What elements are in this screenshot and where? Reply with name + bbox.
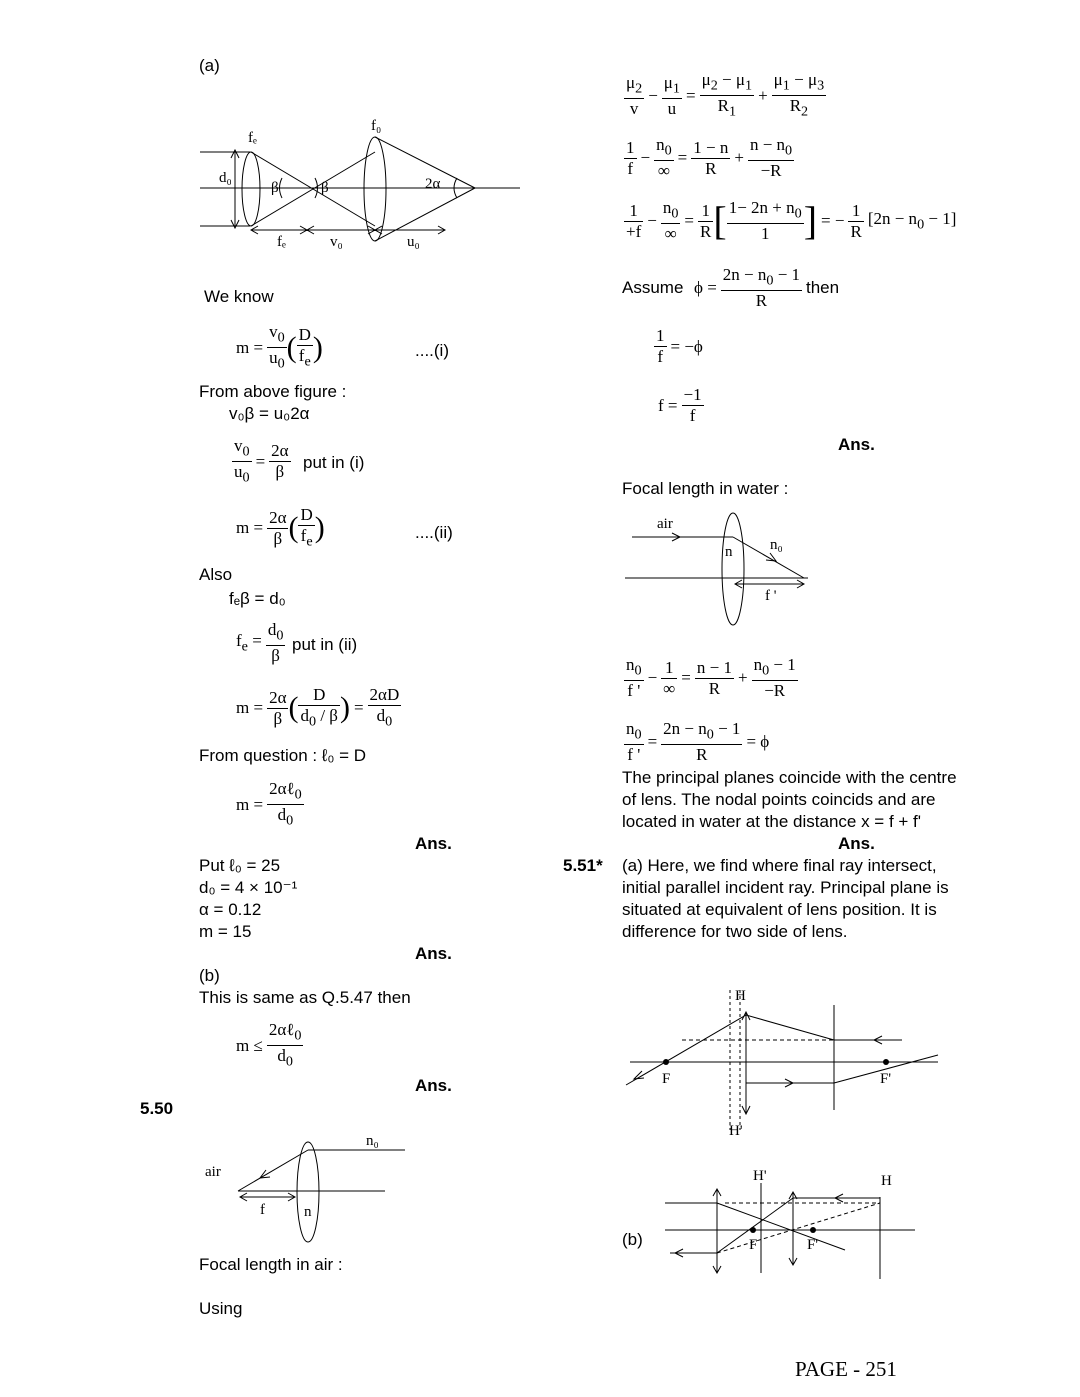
equation-m-3: m = $\frac{2\alpha}{\beta}$ ( $\frac{D}{d_0 / \beta}$ ) = $\frac{2\alpha D}{d_0}$ <box>236 685 400 730</box>
answer-label-right-1: Ans. <box>838 435 875 454</box>
plane-H-label: H <box>735 988 746 1004</box>
put-value-3: α = 0.12 <box>199 900 262 919</box>
same-as-text: This is same as Q.5.47 then <box>199 988 411 1007</box>
part-b-right-label: (b) <box>622 1230 643 1249</box>
focal-water-text: Focal length in water : <box>622 479 789 498</box>
relation-2: fₑβ = d₀ <box>229 589 286 608</box>
water-fprime-label: f ' <box>765 588 777 604</box>
from-figure-text: From above figure : <box>199 382 347 401</box>
b-focus-Fprime-label: F' <box>807 1237 819 1253</box>
plane-Hprime-label: H' <box>729 1123 743 1139</box>
principal-plane-diagram-b <box>665 1165 920 1280</box>
q551-line-1: (a) Here, we find where final ray intersect, <box>622 856 937 875</box>
focal-air-text: Focal length in air : <box>199 1255 343 1274</box>
focus-F-label: F <box>662 1071 671 1087</box>
fe-dist-label: fₑ <box>277 234 286 250</box>
question-5-50: 5.50 <box>140 1099 174 1118</box>
equation-m-5: m ≤ $\frac{2\alpha\ell_0}{d_0}$ <box>236 1020 302 1070</box>
equation-water-2: $\frac{n_0}{f '}$ = $\frac{2n - n_0 - 1}{R}$ = ϕ <box>626 719 770 765</box>
principal-planes-line-2: of lens. The nodal points coincids and are <box>622 790 936 809</box>
focus-Fprime-label: F' <box>880 1071 892 1087</box>
from-question-text: From question : ℓ₀ = D <box>199 746 367 765</box>
equation-m-2: m = $\frac{2\alpha}{\beta}$ ( $\frac{D}{f_e}$ ) <box>236 505 325 550</box>
equation-refraction-2: $\frac{1}{f}$ − $\frac{n_0}{\infty}$ = $\frac{1 - n}{R}$ + $\frac{n - n_0}{-R}$ <box>626 135 793 181</box>
d0-label: d₀ <box>219 170 232 186</box>
part-b-label: (b) <box>199 966 220 985</box>
question-5-51: 5.51* <box>563 856 603 875</box>
u0-label: u₀ <box>407 234 420 250</box>
principal-plane-diagram-a <box>622 985 942 1137</box>
equation-refraction-1: $\frac{\mu_2}{v}$ − $\frac{\mu_1}{u}$ = $\frac{\mu_2 - \mu_1}{R_1}$ + $\frac{\mu_1 - \mu_3}{R_2}$ <box>626 70 825 120</box>
principal-planes-line-1: The principal planes coincide with the centre <box>622 768 957 787</box>
put-value-2: d₀ = 4 × 10⁻¹ <box>199 878 298 897</box>
lens-water-diagram <box>622 510 812 628</box>
water-air-label: air <box>657 516 673 532</box>
f-label: f <box>260 1202 265 1218</box>
b-plane-H-label: H <box>881 1173 892 1189</box>
also-text: Also <box>199 565 233 584</box>
equation-phi: ϕ = $\frac{2n - n_0 - 1}{R}$ <box>694 265 801 311</box>
q551-line-2: initial parallel incident ray. Principal plane is <box>622 878 949 897</box>
eq-label-ii: ....(ii) <box>415 523 453 542</box>
part-a-label: (a) <box>199 56 220 75</box>
fe-label: fₑ <box>248 130 257 146</box>
q551-line-3: situated at equivalent of lens position. It is <box>622 900 937 919</box>
equation-m-1: m = $\frac{v_0}{u_0}$ ( $\frac{D}{f_e}$ ) <box>236 322 323 372</box>
page-number: PAGE - 251 <box>795 1357 897 1381</box>
eq-label-i: ....(i) <box>415 341 449 360</box>
beta-label-2: β <box>321 180 329 196</box>
water-n0-label: n₀ <box>770 537 783 553</box>
relation-1: v₀β = u₀2α <box>229 404 310 423</box>
equation-refraction-3: $\frac{1}{+f}$ − $\frac{n_0}{\infty}$ = $\frac{1}{R}$ [ $\frac{1- 2n + n_0}{1}$ ] = − $\frac{1}{R}$ $[2n - n_0 - 1]$ <box>626 198 957 244</box>
put-value-4: m = 15 <box>199 922 252 941</box>
equation-fe: $f_e$ = $\frac{d_0}{\beta}$ <box>236 620 284 666</box>
answer-label-1: Ans. <box>415 834 452 853</box>
using-text: Using <box>199 1299 243 1318</box>
answer-label-3: Ans. <box>415 1076 452 1095</box>
equation-m-4: m = $\frac{2\alpha\ell_0}{d_0}$ <box>236 779 302 829</box>
principal-planes-line-3: located in water at the distance x = f + f' <box>622 812 922 831</box>
q551-line-4: difference for two side of lens. <box>622 922 848 941</box>
f0-label: f₀ <box>371 118 382 134</box>
put-in-i-text: put in (i) <box>303 453 365 472</box>
assume-text: Assume <box>622 278 684 297</box>
put-value-1: Put ℓ₀ = 25 <box>199 856 281 875</box>
n0-label: n₀ <box>366 1133 379 1149</box>
telescope-diagram <box>195 110 525 255</box>
water-n-label: n <box>725 544 733 560</box>
equation-ratio: $\frac{v_0}{u_0}$ = $\frac{2\alpha}{\beta}$ <box>234 436 289 486</box>
lens-air-diagram <box>200 1130 415 1235</box>
b-plane-Hprime-label: H' <box>753 1168 767 1184</box>
v0-label: v₀ <box>330 234 343 250</box>
alpha-label: 2α <box>425 176 441 192</box>
answer-label-2: Ans. <box>415 944 452 963</box>
equation-f-phi: $\frac{1}{f}$ = −ϕ <box>656 326 703 366</box>
equation-f-value: f = $\frac{-1}{f}$ <box>658 385 702 425</box>
air-label: air <box>205 1164 221 1180</box>
we-know-text: We know <box>204 287 274 306</box>
b-focus-F-label: F <box>749 1237 758 1253</box>
answer-label-right-2: Ans. <box>838 834 875 853</box>
n-label: n <box>304 1204 312 1220</box>
put-in-ii-text: put in (ii) <box>292 635 358 654</box>
then-text: then <box>806 278 840 297</box>
beta-label-1: β <box>271 180 279 196</box>
equation-water-1: $\frac{n_0}{f '}$ − $\frac{1}{\infty}$ = $\frac{n - 1}{R}$ + $\frac{n_0 - 1}{-R}$ <box>626 655 796 701</box>
